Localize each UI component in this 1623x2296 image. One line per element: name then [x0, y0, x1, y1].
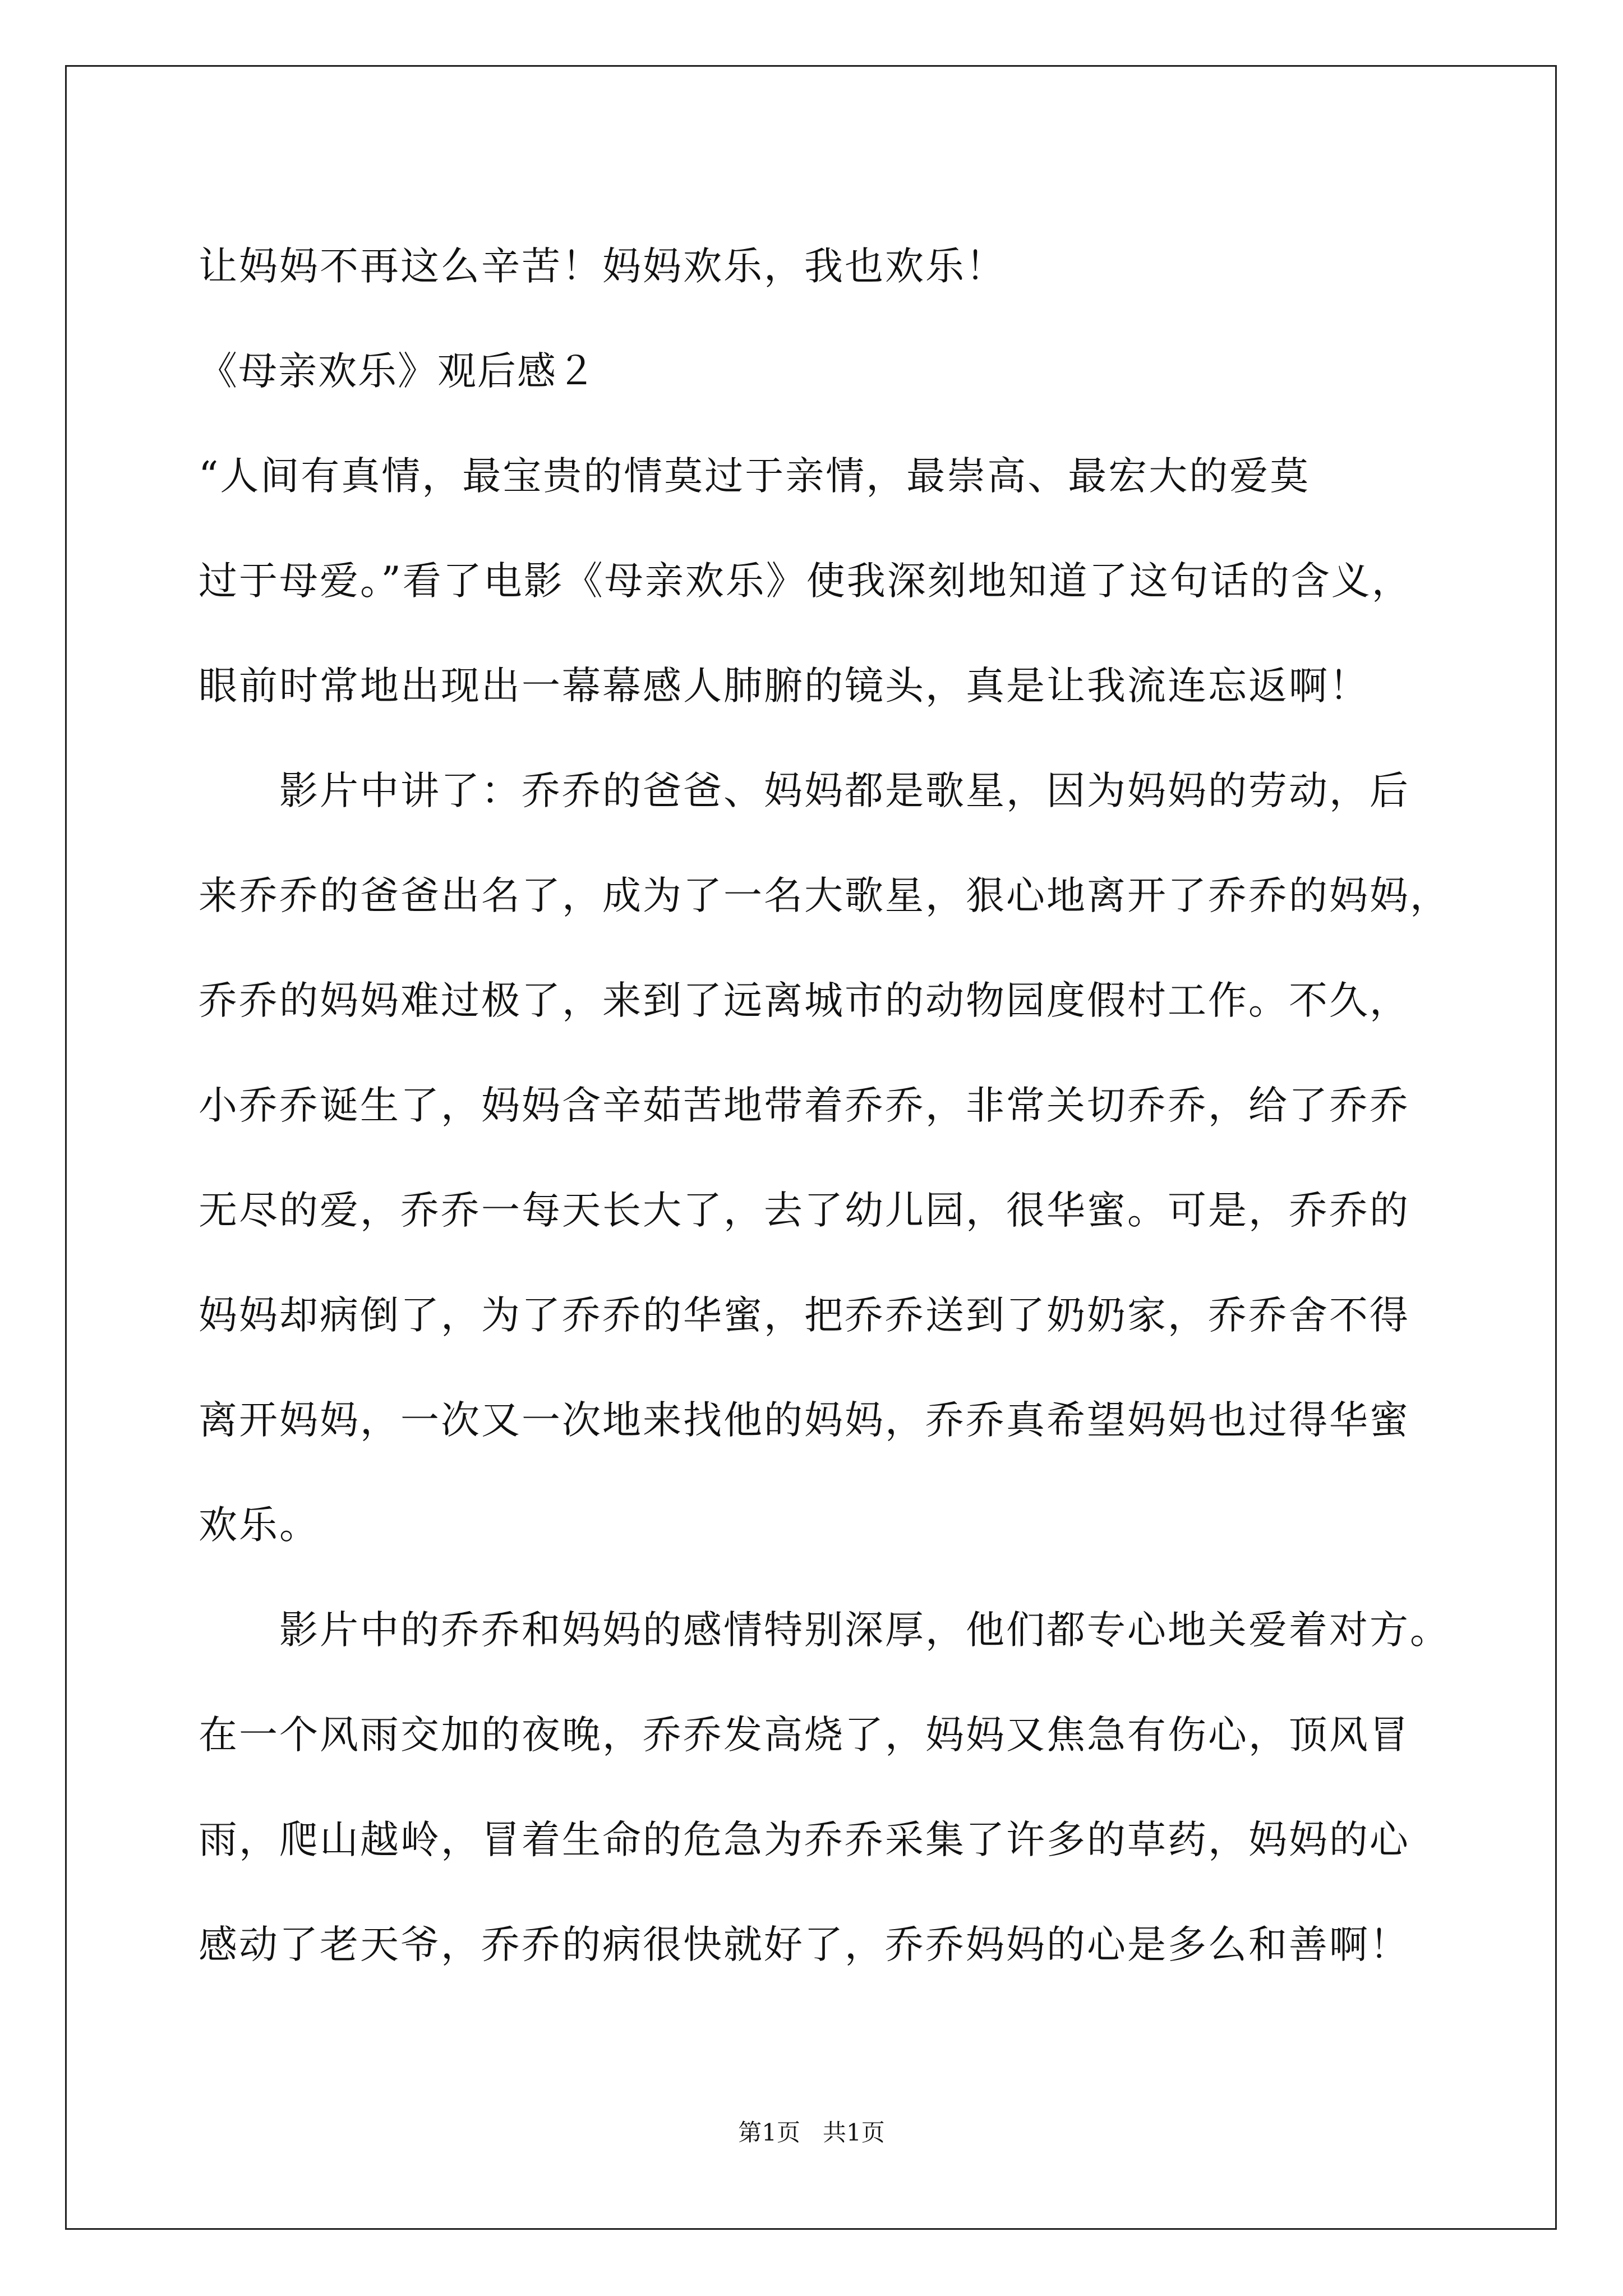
- section-heading: 《母亲欢乐》观后感２: [199, 349, 597, 394]
- page-number-footer: 第1页 共1页: [738, 2119, 885, 2146]
- text-line: 让妈妈不再这么辛苦！妈妈欢乐，我也欢乐！: [199, 244, 1006, 289]
- text-line: 感动了老天爷，乔乔的病很快就好了，乔乔妈妈的心是多么和善啊！: [199, 1922, 1410, 1967]
- text-line: 影片中讲了：乔乔的爸爸、妈妈都是歌星，因为妈妈的劳动，后: [199, 769, 1410, 813]
- text-line: 小乔乔诞生了，妈妈含辛茹苦地带着乔乔，非常关切乔乔，给了乔乔: [199, 1083, 1410, 1128]
- text-line: 雨，爬山越岭，冒着生命的危急为乔乔采集了许多的草药，妈妈的心: [199, 1818, 1410, 1862]
- text-line: 影片中的乔乔和妈妈的感情特别深厚，他们都专心地关爱着对方。: [199, 1608, 1450, 1653]
- document-body: [199, 214, 1455, 1998]
- text-line: 妈妈却病倒了，为了乔乔的华蜜，把乔乔送到了奶奶家，乔乔舍不得: [199, 1293, 1410, 1338]
- text-line: 过于母爱。”看了电影《母亲欢乐》使我深刻地知道了这句话的含义，: [199, 559, 1412, 604]
- text-line: 乔乔的妈妈难过极了，来到了远离城市的动物园度假村工作。不久，: [199, 978, 1410, 1023]
- text-line: 欢乐。: [199, 1503, 320, 1548]
- text-line: 来乔乔的爸爸出名了，成为了一名大歌星，狠心地离开了乔乔的妈妈，: [199, 873, 1450, 918]
- text-line: 眼前时常地出现出一幕幕感人肺腑的镜头，真是让我流连忘返啊！: [199, 664, 1370, 708]
- text-line: 在一个风雨交加的夜晚，乔乔发高烧了，妈妈又焦急有伤心，顶风冒: [199, 1713, 1410, 1757]
- text-line: 无尽的爱，乔乔一每天长大了，去了幼儿园，很华蜜。可是，乔乔的: [199, 1188, 1410, 1233]
- text-line: “人间有真情，最宝贵的情莫过于亲情，最崇高、最宏大的爱莫: [199, 454, 1311, 499]
- text-line: 离开妈妈，一次又一次地来找他的妈妈，乔乔真希望妈妈也过得华蜜: [199, 1398, 1410, 1443]
